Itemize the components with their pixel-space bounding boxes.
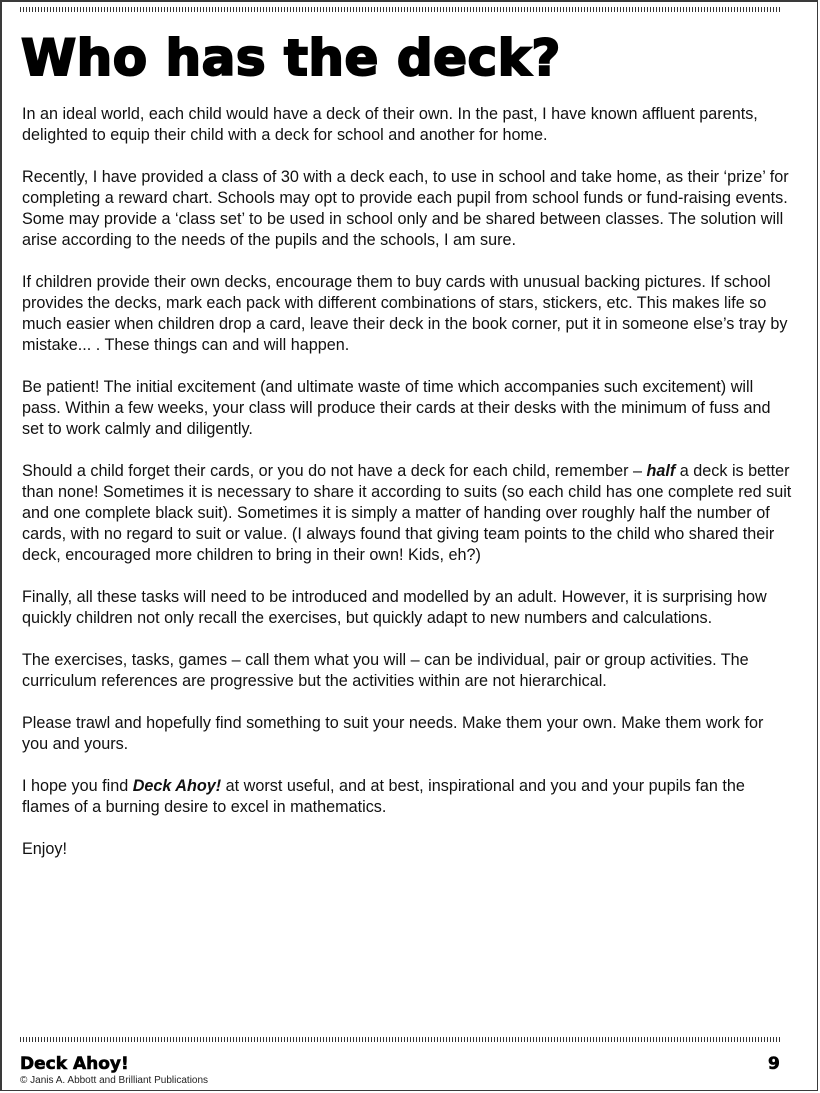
paragraph-9: [22, 776, 792, 818]
footer-copyright: © Janis A. Abbott and Brilliant Publications: [20, 1075, 209, 1086]
paragraph-9-text-b: at worst useful, and at best, inspirational and you and your pupils fan the flames of a burning desire to excel in mathematics.: [22, 777, 745, 816]
paragraph-9-text-a: I hope you find: [22, 777, 133, 795]
paragraph-7: The exercises, tasks, games – call them what you will – can be individual, pair or group activities. The curriculum references are progressive but the activities within are not hierarchical.: [22, 651, 749, 690]
paragraph-5-emphasis: half: [646, 462, 676, 480]
paragraph-1: In an ideal world, each child would have a deck of their own. In the past, I have known affluent parents, delighted to equip their child with a deck for school and another for home.: [22, 105, 758, 144]
page-title: Who has the deck?: [21, 29, 561, 87]
paragraph-5: [22, 461, 792, 566]
closing-line: Enjoy!: [22, 840, 67, 858]
paragraph-5-text-a: Should a child forget their cards, or you do not have a deck for each child, remember –: [22, 462, 647, 480]
paragraph-9-emphasis: Deck Ahoy!: [132, 777, 222, 795]
body-text: [22, 104, 792, 881]
paragraph-5-text-b: a deck is better than none! Sometimes it is necessary to share it according to suits (so each child has one complete red suit and one complete black suit). Sometimes it is simply a matter of handing over roughly half the number of cards, with no regard to suit or value. (I always found that giving team points to the child who shared their deck, encouraged more children to bring in their own! Kids, eh?): [22, 462, 792, 564]
bottom-dashed-rule: [20, 1037, 780, 1042]
paragraph-6: Finally, all these tasks will need to be introduced and modelled by an adult. However, it is surprising how quickly children not only recall the exercises, but quickly adapt to new numbers and calculations.: [22, 588, 767, 627]
paragraph-3: If children provide their own decks, encourage them to buy cards with unusual backing pictures. If school provides the decks, mark each pack with different combinations of stars, stickers, etc. This makes life so much easier when children drop a card, leave their deck in the book corner, put it in someone else’s tray by mistake... . These things can and will happen.: [22, 273, 788, 354]
paragraph-8: Please trawl and hopefully find something to suit your needs. Make them your own. Make them work for you and yours.: [22, 714, 764, 753]
paragraph-2: Recently, I have provided a class of 30 with a deck each, to use in school and take home, as their ‘prize’ for completing a reward chart. Schools may opt to provide each pupil from school funds or fund-raising events. Some may provide a ‘class set’ to be used in school only and be shared between classes. The solution will arise according to the needs of the pupils and the schools, I am sure.: [22, 168, 789, 249]
footer-book-title: Deck Ahoy!: [20, 1054, 129, 1074]
top-dashed-rule: [20, 7, 780, 12]
page-number: 9: [768, 1054, 780, 1074]
paragraph-4: Be patient! The initial excitement (and ultimate waste of time which accompanies such excitement) will pass. Within a few weeks, your class will produce their cards at their desks with the minimum of fuss and set to work calmly and diligently.: [22, 378, 771, 438]
